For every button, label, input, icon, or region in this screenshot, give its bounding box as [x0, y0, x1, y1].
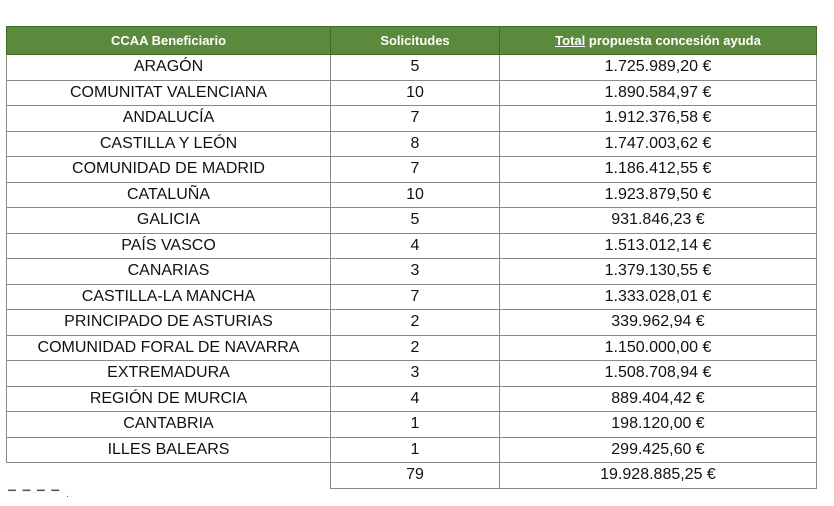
cell-total: 1.333.028,01 €	[500, 284, 817, 310]
table-row	[7, 106, 817, 132]
table-row	[7, 361, 817, 387]
table-row	[7, 284, 817, 310]
table-row	[7, 80, 817, 106]
table-row	[7, 437, 817, 463]
table-row	[7, 310, 817, 336]
cell-ccaa: PAÍS VASCO	[7, 233, 331, 259]
cell-total: 1.508.708,94 €	[500, 361, 817, 387]
cell-solicitudes: 10	[331, 80, 500, 106]
cell-total: 1.513.012,14 €	[500, 233, 817, 259]
cell-ccaa: COMUNIDAD DE MADRID	[7, 157, 331, 183]
cell-total: 1.912.376,58 €	[500, 106, 817, 132]
cell-ccaa: CATALUÑA	[7, 182, 331, 208]
cell-solicitudes: 2	[331, 310, 500, 336]
cell-total: 889.404,42 €	[500, 386, 817, 412]
cell-total: 339.962,94 €	[500, 310, 817, 336]
cell-ccaa: CASTILLA Y LEÓN	[7, 131, 331, 157]
cell-ccaa: COMUNITAT VALENCIANA	[7, 80, 331, 106]
header-solicitudes: Solicitudes	[331, 27, 500, 55]
cell-ccaa: CASTILLA-LA MANCHA	[7, 284, 331, 310]
header-row	[7, 27, 817, 55]
header-ccaa: CCAA Beneficiario	[7, 27, 331, 55]
cell-ccaa: CANTABRIA	[7, 412, 331, 438]
cell-solicitudes: 4	[331, 386, 500, 412]
cell-total: 1.150.000,00 €	[500, 335, 817, 361]
cell-ccaa: PRINCIPADO DE ASTURIAS	[7, 310, 331, 336]
table-row	[7, 412, 817, 438]
table-row	[7, 386, 817, 412]
header-total	[500, 27, 817, 55]
table-header	[7, 27, 817, 55]
totals-row	[7, 463, 817, 489]
table-body	[7, 55, 817, 489]
cell-total: 1.890.584,97 €	[500, 80, 817, 106]
cell-solicitudes: 5	[331, 55, 500, 81]
cell-ccaa: ARAGÓN	[7, 55, 331, 81]
table-row	[7, 208, 817, 234]
cell-total: 1.747.003,62 €	[500, 131, 817, 157]
cell-total: 1.379.130,55 €	[500, 259, 817, 285]
table-row	[7, 55, 817, 81]
cell-solicitudes: 7	[331, 284, 500, 310]
cell-total: 1.725.989,20 €	[500, 55, 817, 81]
cell-solicitudes: 2	[331, 335, 500, 361]
cropped-text-fragment: ▔ ▔ ▔ ▔ ·	[8, 491, 72, 502]
cell-solicitudes: 1	[331, 412, 500, 438]
cell-solicitudes: 10	[331, 182, 500, 208]
cell-solicitudes: 3	[331, 259, 500, 285]
cell-solicitudes: 7	[331, 106, 500, 132]
cell-ccaa: EXTREMADURA	[7, 361, 331, 387]
cell-ccaa: CANARIAS	[7, 259, 331, 285]
cell-total: 198.120,00 €	[500, 412, 817, 438]
table-row	[7, 335, 817, 361]
cell-solicitudes: 1	[331, 437, 500, 463]
ccaa-aid-table	[6, 26, 817, 489]
cell-solicitudes: 3	[331, 361, 500, 387]
cell-solicitudes: 7	[331, 157, 500, 183]
cell-solicitudes: 8	[331, 131, 500, 157]
table-row	[7, 259, 817, 285]
cell-ccaa: COMUNIDAD FORAL DE NAVARRA	[7, 335, 331, 361]
cell-total: 1.923.879,50 €	[500, 182, 817, 208]
table-row	[7, 131, 817, 157]
cell-total: 1.186.412,55 €	[500, 157, 817, 183]
table-row	[7, 157, 817, 183]
totals-amount: 19.928.885,25 €	[500, 463, 817, 489]
table-row	[7, 233, 817, 259]
cell-solicitudes: 5	[331, 208, 500, 234]
header-total-rest: propuesta concesión ayuda	[585, 33, 761, 48]
header-total-underlined: Total	[555, 33, 586, 48]
cell-total: 299.425,60 €	[500, 437, 817, 463]
ccaa-aid-table-container	[6, 26, 816, 489]
cell-ccaa: ILLES BALEARS	[7, 437, 331, 463]
cell-ccaa: REGIÓN DE MURCIA	[7, 386, 331, 412]
cell-ccaa: GALICIA	[7, 208, 331, 234]
cell-total: 931.846,23 €	[500, 208, 817, 234]
cell-solicitudes: 4	[331, 233, 500, 259]
totals-blank-cell	[7, 463, 331, 489]
table-row	[7, 182, 817, 208]
cell-ccaa: ANDALUCÍA	[7, 106, 331, 132]
totals-solicitudes: 79	[331, 463, 500, 489]
